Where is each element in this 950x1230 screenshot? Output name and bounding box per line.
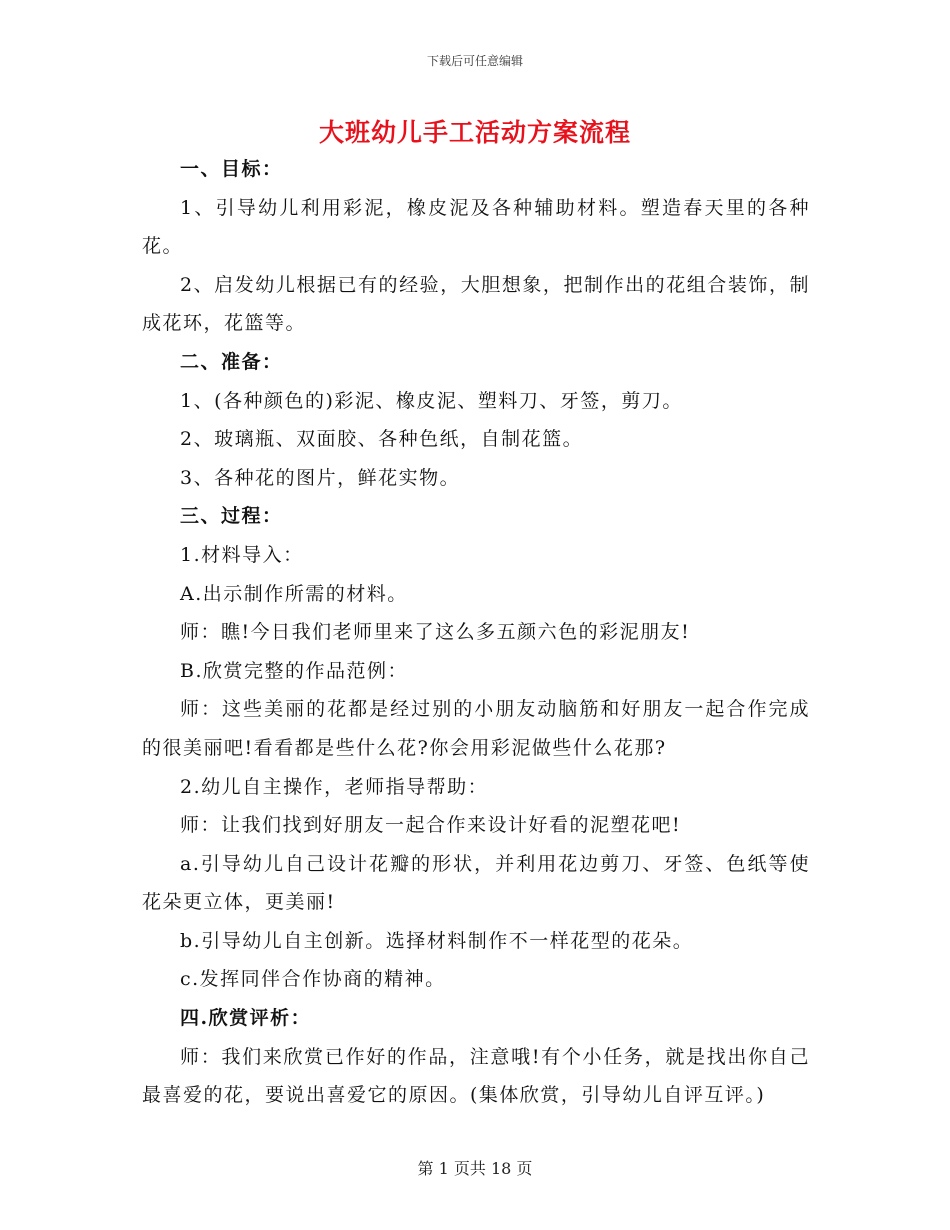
paragraph: 1、引导幼儿利用彩泥，橡皮泥及各种辅助材料。塑造春天里的各种花。	[142, 196, 810, 258]
paragraph: a.引导幼儿自己设计花瓣的形状，并利用花边剪刀、牙签、色纸等使花朵更立体，更美丽!	[142, 852, 810, 914]
paragraph: B.欣赏完整的作品范例：	[180, 659, 409, 682]
page-footer: 第 1 页共 18 页	[417, 1159, 533, 1178]
paragraph: 师：我们来欣赏已作好的作品，注意哦!有个小任务，就是找出你自己最喜爱的花，要说出喜爱它的原因。(集体欣赏，引导幼儿自评互评。)	[142, 1045, 810, 1107]
paragraph: c.发挥同伴合作协商的精神。	[180, 968, 446, 991]
paragraph: 1.材料导入：	[180, 543, 304, 566]
paragraph: A.出示制作所需的材料。	[180, 582, 408, 605]
document-title: 大班幼儿手工活动方案流程	[318, 118, 631, 147]
paragraph: b.引导幼儿自主创新。选择材料制作不一样花型的花朵。	[180, 929, 694, 952]
paragraph: 2、启发幼儿根据已有的经验，大胆想象，把制作出的花组合装饰，制成花环，花篮等。	[142, 273, 810, 335]
paragraph: 师：这些美丽的花都是经过别的小朋友动脑筋和好朋友一起合作完成的很美丽吧!看看都是些什么花?你会用彩泥做些什么花那?	[142, 698, 810, 759]
paragraph: 1、(各种颜色的)彩泥、橡皮泥、塑料刀、牙签，剪刀。	[180, 389, 683, 412]
section-heading: 三、过程：	[180, 505, 283, 528]
paragraph: 2、玻璃瓶、双面胶、各种色纸，自制花篮。	[180, 428, 584, 451]
section-heading: 二、准备：	[180, 350, 283, 373]
document-body	[142, 150, 810, 1115]
paragraph: 3、各种花的图片，鲜花实物。	[180, 466, 461, 489]
paragraph: 师：让我们找到好朋友一起合作来设计好看的泥塑花吧!	[180, 814, 682, 837]
paragraph: 师：瞧!今日我们老师里来了这么多五颜六色的彩泥朋友!	[180, 621, 691, 644]
section-heading: 四.欣赏评析：	[180, 1007, 312, 1030]
page-header: 下载后可任意编辑	[426, 54, 523, 68]
paragraph: 2.幼儿自主操作，老师指导帮助：	[180, 775, 489, 798]
section-heading: 一、目标：	[180, 158, 283, 180]
